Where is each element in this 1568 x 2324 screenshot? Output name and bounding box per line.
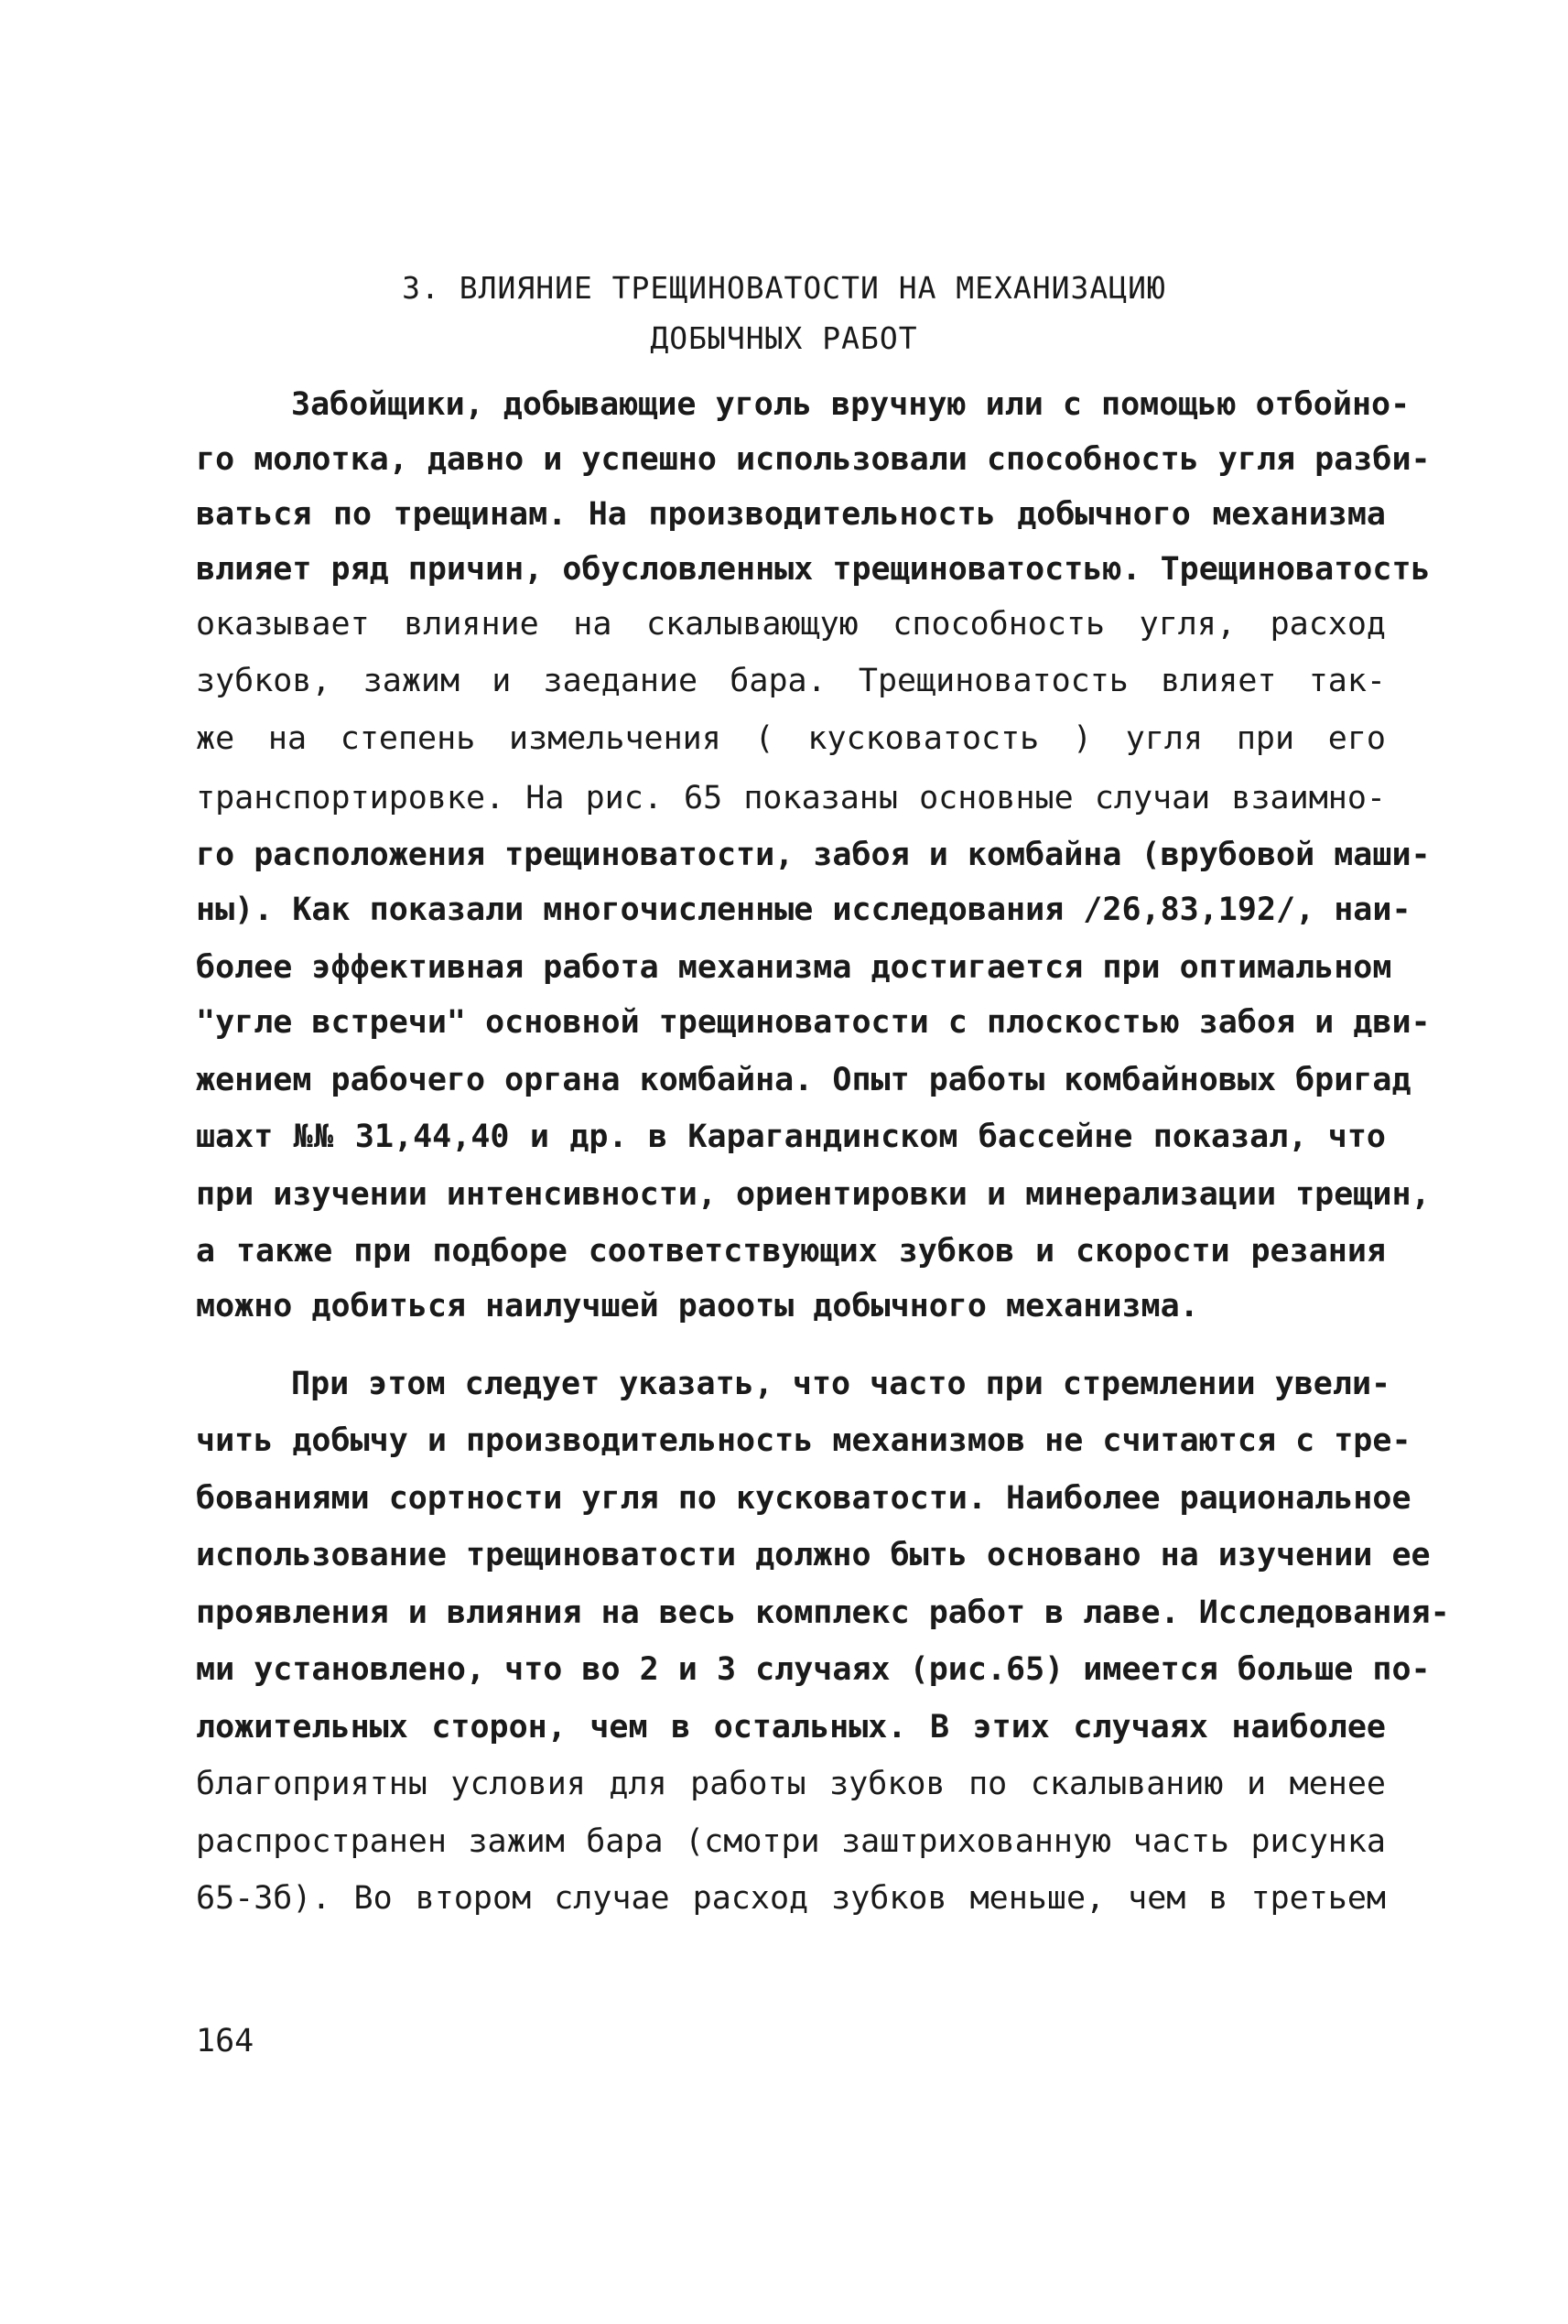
paragraph-2-line: использование трещиноватости должно быть основано на изучении ее <box>196 1537 1431 1573</box>
paragraph-2-line: 65-3б). Во втором случае расход зубков меньше, чем в третьем <box>196 1880 1386 1917</box>
paragraph-2-line: ми установлено, что во 2 и 3 случаях (рис.65) имеется больше по- <box>196 1651 1431 1688</box>
paragraph-1-line: зубков, зажим и заедание бара. Трещиноватость влияет так- <box>196 663 1386 699</box>
paragraph-1-line: го молотка, давно и успешно использовали способность угля разби- <box>196 441 1431 478</box>
paragraph-1-line: транспортировке. На рис. 65 показаны основные случаи взаимно- <box>196 780 1386 816</box>
paragraph-1-line: более эффективная работа механизма достигается при оптимальном <box>196 949 1392 986</box>
paragraph-1-line: жением рабочего органа комбайна. Опыт работы комбайновых бригад <box>196 1062 1411 1098</box>
paragraph-1-line: "угле встречи" основной трещиноватости с плоскостью забоя и дви- <box>196 1004 1431 1041</box>
paragraph-1-line: же на степень измельчения ( кусковатость ) угля при его <box>196 720 1386 757</box>
paragraph-1-line: го расположения трещиноватости, забоя и комбайна (врубовой маши- <box>196 837 1431 873</box>
paragraph-1-line: а также при подборе соответствующих зубков и скорости резания <box>196 1233 1386 1270</box>
section-title-line-2: ДОБЫЧНЫХ РАБОТ <box>650 320 918 356</box>
page-number: 164 <box>196 2023 254 2059</box>
paragraph-1-line: влияет ряд причин, обусловленных трещиноватостью. Трещиноватость <box>196 551 1431 588</box>
paragraph-2-line: чить добычу и производительность механизмов не считаются с тре- <box>196 1422 1411 1459</box>
paragraph-2-line: бованиями сортности угля по кусковатости. Наиболее рациональное <box>196 1480 1411 1517</box>
paragraph-1-line: Забойщики, добывающие уголь вручную или с помощью отбойно- <box>291 386 1411 423</box>
paragraph-1-line: ны). Как показали многочисленные исследования /26,83,192/, наи- <box>196 892 1411 928</box>
paragraph-2-line: распространен зажим бара (смотри заштрихованную часть рисунка <box>196 1823 1386 1860</box>
paragraph-1-line: при изучении интенсивности, ориентировки и минерализации трещин, <box>196 1176 1431 1213</box>
paragraph-2-line: благоприятны условия для работы зубков по скалыванию и менее <box>196 1766 1386 1802</box>
section-title-line-1: 3. ВЛИЯНИЕ ТРЕЩИНОВАТОСТИ НА МЕХАНИЗАЦИЮ <box>402 270 1166 306</box>
paragraph-1-line: ваться по трещинам. На производительность добычного механизма <box>196 496 1386 533</box>
paragraph-2-line: ложительных сторон, чем в остальных. В этих случаях наиболее <box>196 1709 1386 1746</box>
paragraph-2-line: При этом следует указать, что часто при стремлении увели- <box>291 1366 1391 1402</box>
paragraph-2-line: проявления и влияния на весь комплекс работ в лаве. Исследования- <box>196 1594 1450 1631</box>
paragraph-1-line: можно добиться наилучшей раооты добычного механизма. <box>196 1288 1199 1324</box>
paragraph-1-line: оказывает влияние на скалывающую способность угля, расход <box>196 606 1386 643</box>
paragraph-1-line: шахт №№ 31,44,40 и др. в Карагандинском бассейне показал, что <box>196 1119 1386 1155</box>
